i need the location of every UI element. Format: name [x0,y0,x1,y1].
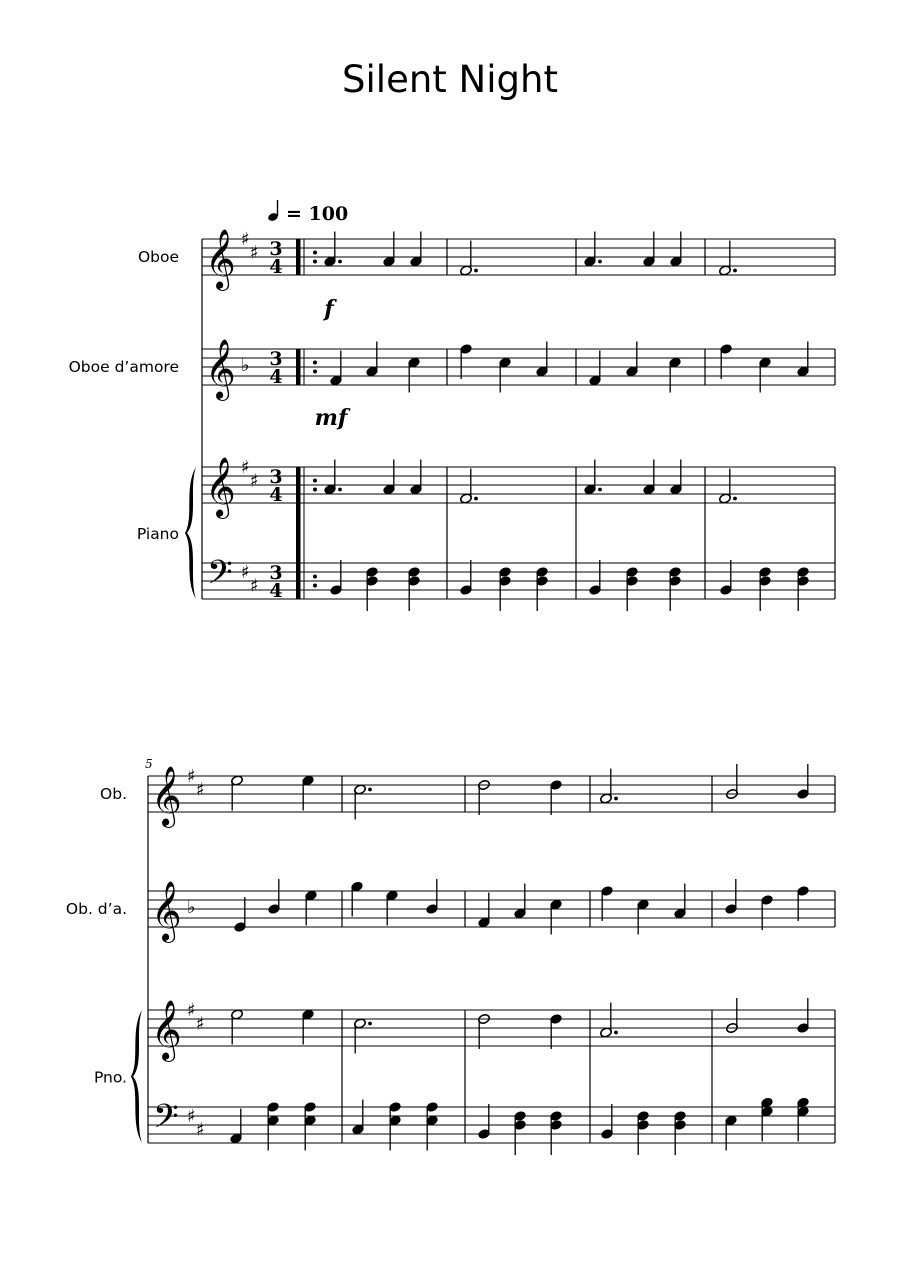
note [410,460,423,496]
flat-icon: ♭ [187,897,196,918]
note [408,566,421,611]
note [366,566,379,611]
note [550,1110,563,1155]
dot [614,1031,618,1035]
treble-clef-icon: 𝄞 [205,339,236,399]
dot [733,269,737,273]
dot [338,488,342,492]
tempo-text: = 100 [286,203,349,225]
note [720,343,733,379]
sharp-icon: ♯ [187,766,196,787]
note [761,1097,774,1142]
instrument-name-oboe: Ob. [100,785,127,803]
dot [733,497,737,501]
piano-brace [185,467,196,599]
note [514,1110,527,1155]
note [550,779,563,815]
note [230,1109,243,1145]
note [626,566,639,611]
sharp-icon: ♯ [250,242,259,264]
note [720,560,733,596]
dynamic-oboe-damore: mf [314,405,348,431]
note [354,784,372,820]
sharp-icon: ♯ [196,779,205,801]
tempo-marking [267,200,348,225]
note [426,879,439,915]
time-signature-bottom: 4 [269,484,283,506]
note [460,343,473,379]
note [354,1018,372,1054]
note [351,881,364,917]
note [759,357,772,393]
note [626,342,639,378]
dot [368,788,372,792]
note [589,351,602,387]
system-1 [69,229,835,611]
dynamic-oboe: f [324,296,334,322]
note [584,232,602,268]
note [460,241,478,277]
note [600,1003,618,1039]
system-2 [66,757,835,1155]
bass-clef-icon: 𝄢 [153,1098,179,1144]
note [725,879,738,915]
repeat-dot [313,575,317,579]
note [725,1115,738,1151]
note [460,560,473,596]
instrument-name-oboe: Oboe [137,248,179,266]
repeat-dot [313,488,317,492]
treble-clef-icon: 𝄞 [205,229,236,289]
sharp-icon: ♯ [196,1013,205,1035]
note [352,1100,365,1136]
note [669,357,682,393]
note [478,893,491,929]
time-signature-top: 3 [269,238,283,260]
note [366,342,379,378]
time-signature-bottom: 4 [269,366,283,388]
bass-clef-icon: 𝄢 [207,554,233,600]
note [670,232,683,268]
note [670,460,683,496]
note [550,1013,563,1049]
note [759,566,772,611]
note [669,566,682,611]
sharp-icon: ♯ [241,457,250,478]
note [499,566,512,611]
dot [474,269,478,273]
note [674,1110,687,1155]
repeat-dot [313,479,317,483]
instrument-name-oboe-damore: Ob. d’a. [65,900,127,918]
score-title: Silent Night [342,58,558,101]
note [637,899,650,935]
note [536,566,549,611]
note [601,885,614,921]
note [324,460,342,496]
dot [598,488,602,492]
time-signature-top: 3 [269,562,283,584]
sharp-icon: ♯ [187,1000,196,1021]
repeat-dot [313,251,317,255]
dot [614,797,618,801]
note [719,241,737,277]
note [637,1110,650,1155]
note [478,1104,491,1140]
note [797,566,810,611]
note [302,775,315,811]
repeat-dot [313,584,317,588]
treble-clef-icon: 𝄞 [151,766,182,826]
note [499,357,512,393]
measure-number: 5 [145,757,153,771]
quarter-note-icon [267,200,279,222]
note [302,1009,315,1045]
note [601,1104,614,1140]
repeat-dot [313,370,317,374]
note [386,890,399,926]
note [797,342,810,378]
note [674,884,687,920]
time-signature-bottom: 4 [269,580,283,602]
note [719,469,737,505]
note [589,560,602,596]
dot [368,1022,372,1026]
note [761,894,774,930]
note [330,351,343,387]
note [584,460,602,496]
score-body [66,229,835,1155]
note [797,998,810,1034]
note [383,232,396,268]
sharp-icon: ♯ [241,229,250,250]
instrument-name-piano: Piano [136,525,179,543]
instrument-name-oboe-damore: Oboe d’amore [68,358,179,376]
sharp-icon: ♯ [250,575,259,597]
flat-icon: ♭ [241,355,250,376]
time-signature-bottom: 4 [269,256,283,278]
treble-clef-icon: 𝄞 [151,1000,182,1060]
sharp-icon: ♯ [241,562,250,583]
note [643,460,656,496]
note [330,560,343,596]
piano-brace [131,1010,142,1143]
note [550,899,563,935]
note [643,232,656,268]
note [460,469,478,505]
treble-clef-icon: 𝄞 [151,881,182,941]
note [305,890,318,926]
time-signature-top: 3 [269,466,283,488]
note [268,879,281,915]
note [536,342,549,378]
sharp-icon: ♯ [196,1119,205,1141]
sharp-icon: ♯ [187,1106,196,1127]
sharp-icon: ♯ [250,470,259,492]
note [797,885,810,921]
note [797,1097,810,1142]
note [600,769,618,805]
note [410,232,423,268]
time-signature-top: 3 [269,348,283,370]
treble-clef-icon: 𝄞 [205,457,236,517]
dot [338,260,342,264]
repeat-dot [313,361,317,365]
note [514,884,527,920]
note [797,764,810,800]
note [234,897,247,933]
note [324,232,342,268]
instrument-name-piano: Pno. [93,1068,127,1087]
repeat-dot [313,260,317,264]
dot [598,260,602,264]
note [408,357,421,393]
note [231,775,244,811]
note [383,460,396,496]
dot [474,497,478,501]
repeat-start-thick [296,467,301,599]
note [231,1009,244,1045]
